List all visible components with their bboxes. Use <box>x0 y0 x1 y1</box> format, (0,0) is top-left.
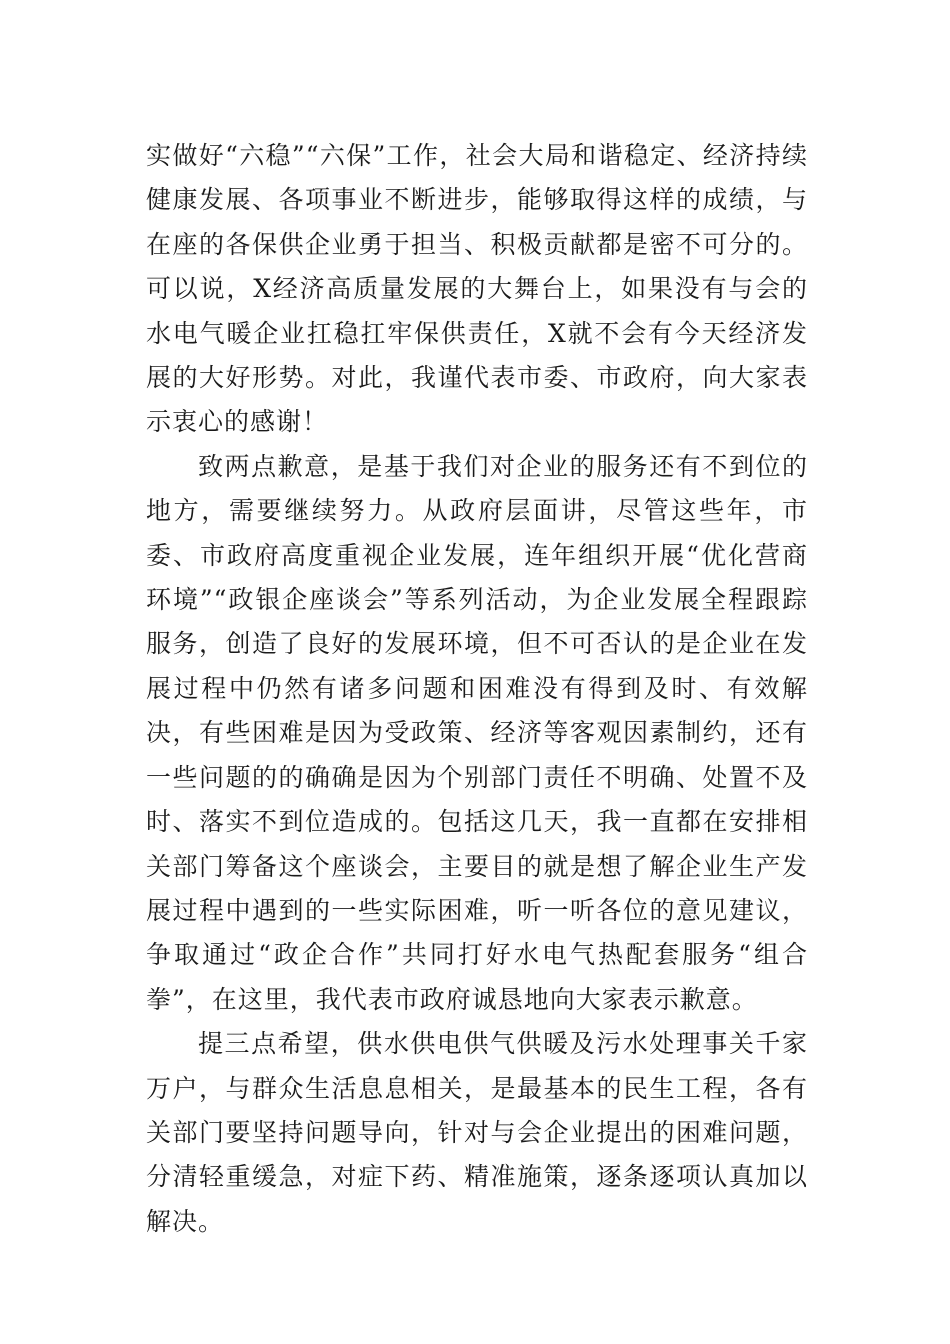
paragraph-thanks-continued: 实做好“六稳”“六保”工作，社会大局和谐稳定、经济持续健康发展、各项事业不断进步，能够取得这样的成绩，与在座的各保供企业勇于担当、积极贡献都是密不可分的。可以说，X经济高质量发展的大舞台上，如果没有与会的水电气暖企业扛稳扛牢保供责任，X就不会有今天经济发展的大好形势。对此，我谨代表市委、市政府，向大家表示衷心的感谢！ <box>146 141 808 437</box>
document-body <box>146 134 808 1244</box>
paragraph-hopes: 提三点希望，供水供电供气供暖及污水处理事关千家万户，与群众生活息息相关，是最基本的民生工程，各有关部门要坚持问题导向，针对与会企业提出的困难问题，分清轻重缓急，对症下药、精准施策，逐条逐项认真加以解决。 <box>146 1029 808 1236</box>
paragraph-apology: 致两点歉意，是基于我们对企业的服务还有不到位的地方，需要继续努力。从政府层面讲，尽管这些年，市委、市政府高度重视企业发展，连年组织开展“优化营商环境”“政银企座谈会”等系列活动，为企业发展全程跟踪服务，创造了良好的发展环境，但不可否认的是企业在发展过程中仍然有诸多问题和困难没有得到及时、有效解决，有些困难是因为受政策、经济等客观因素制约，还有一些问题的的确确是因为个别部门责任不明确、处置不及时、落实不到位造成的。包括这几天，我一直都在安排相关部门筹备这个座谈会，主要目的就是想了解企业生产发展过程中遇到的一些实际困难，听一听各位的意见建议，争取通过“政企合作”共同打好水电气热配套服务“组合拳”，在这里，我代表市政府诚恳地向大家表示歉意。 <box>146 451 808 1014</box>
